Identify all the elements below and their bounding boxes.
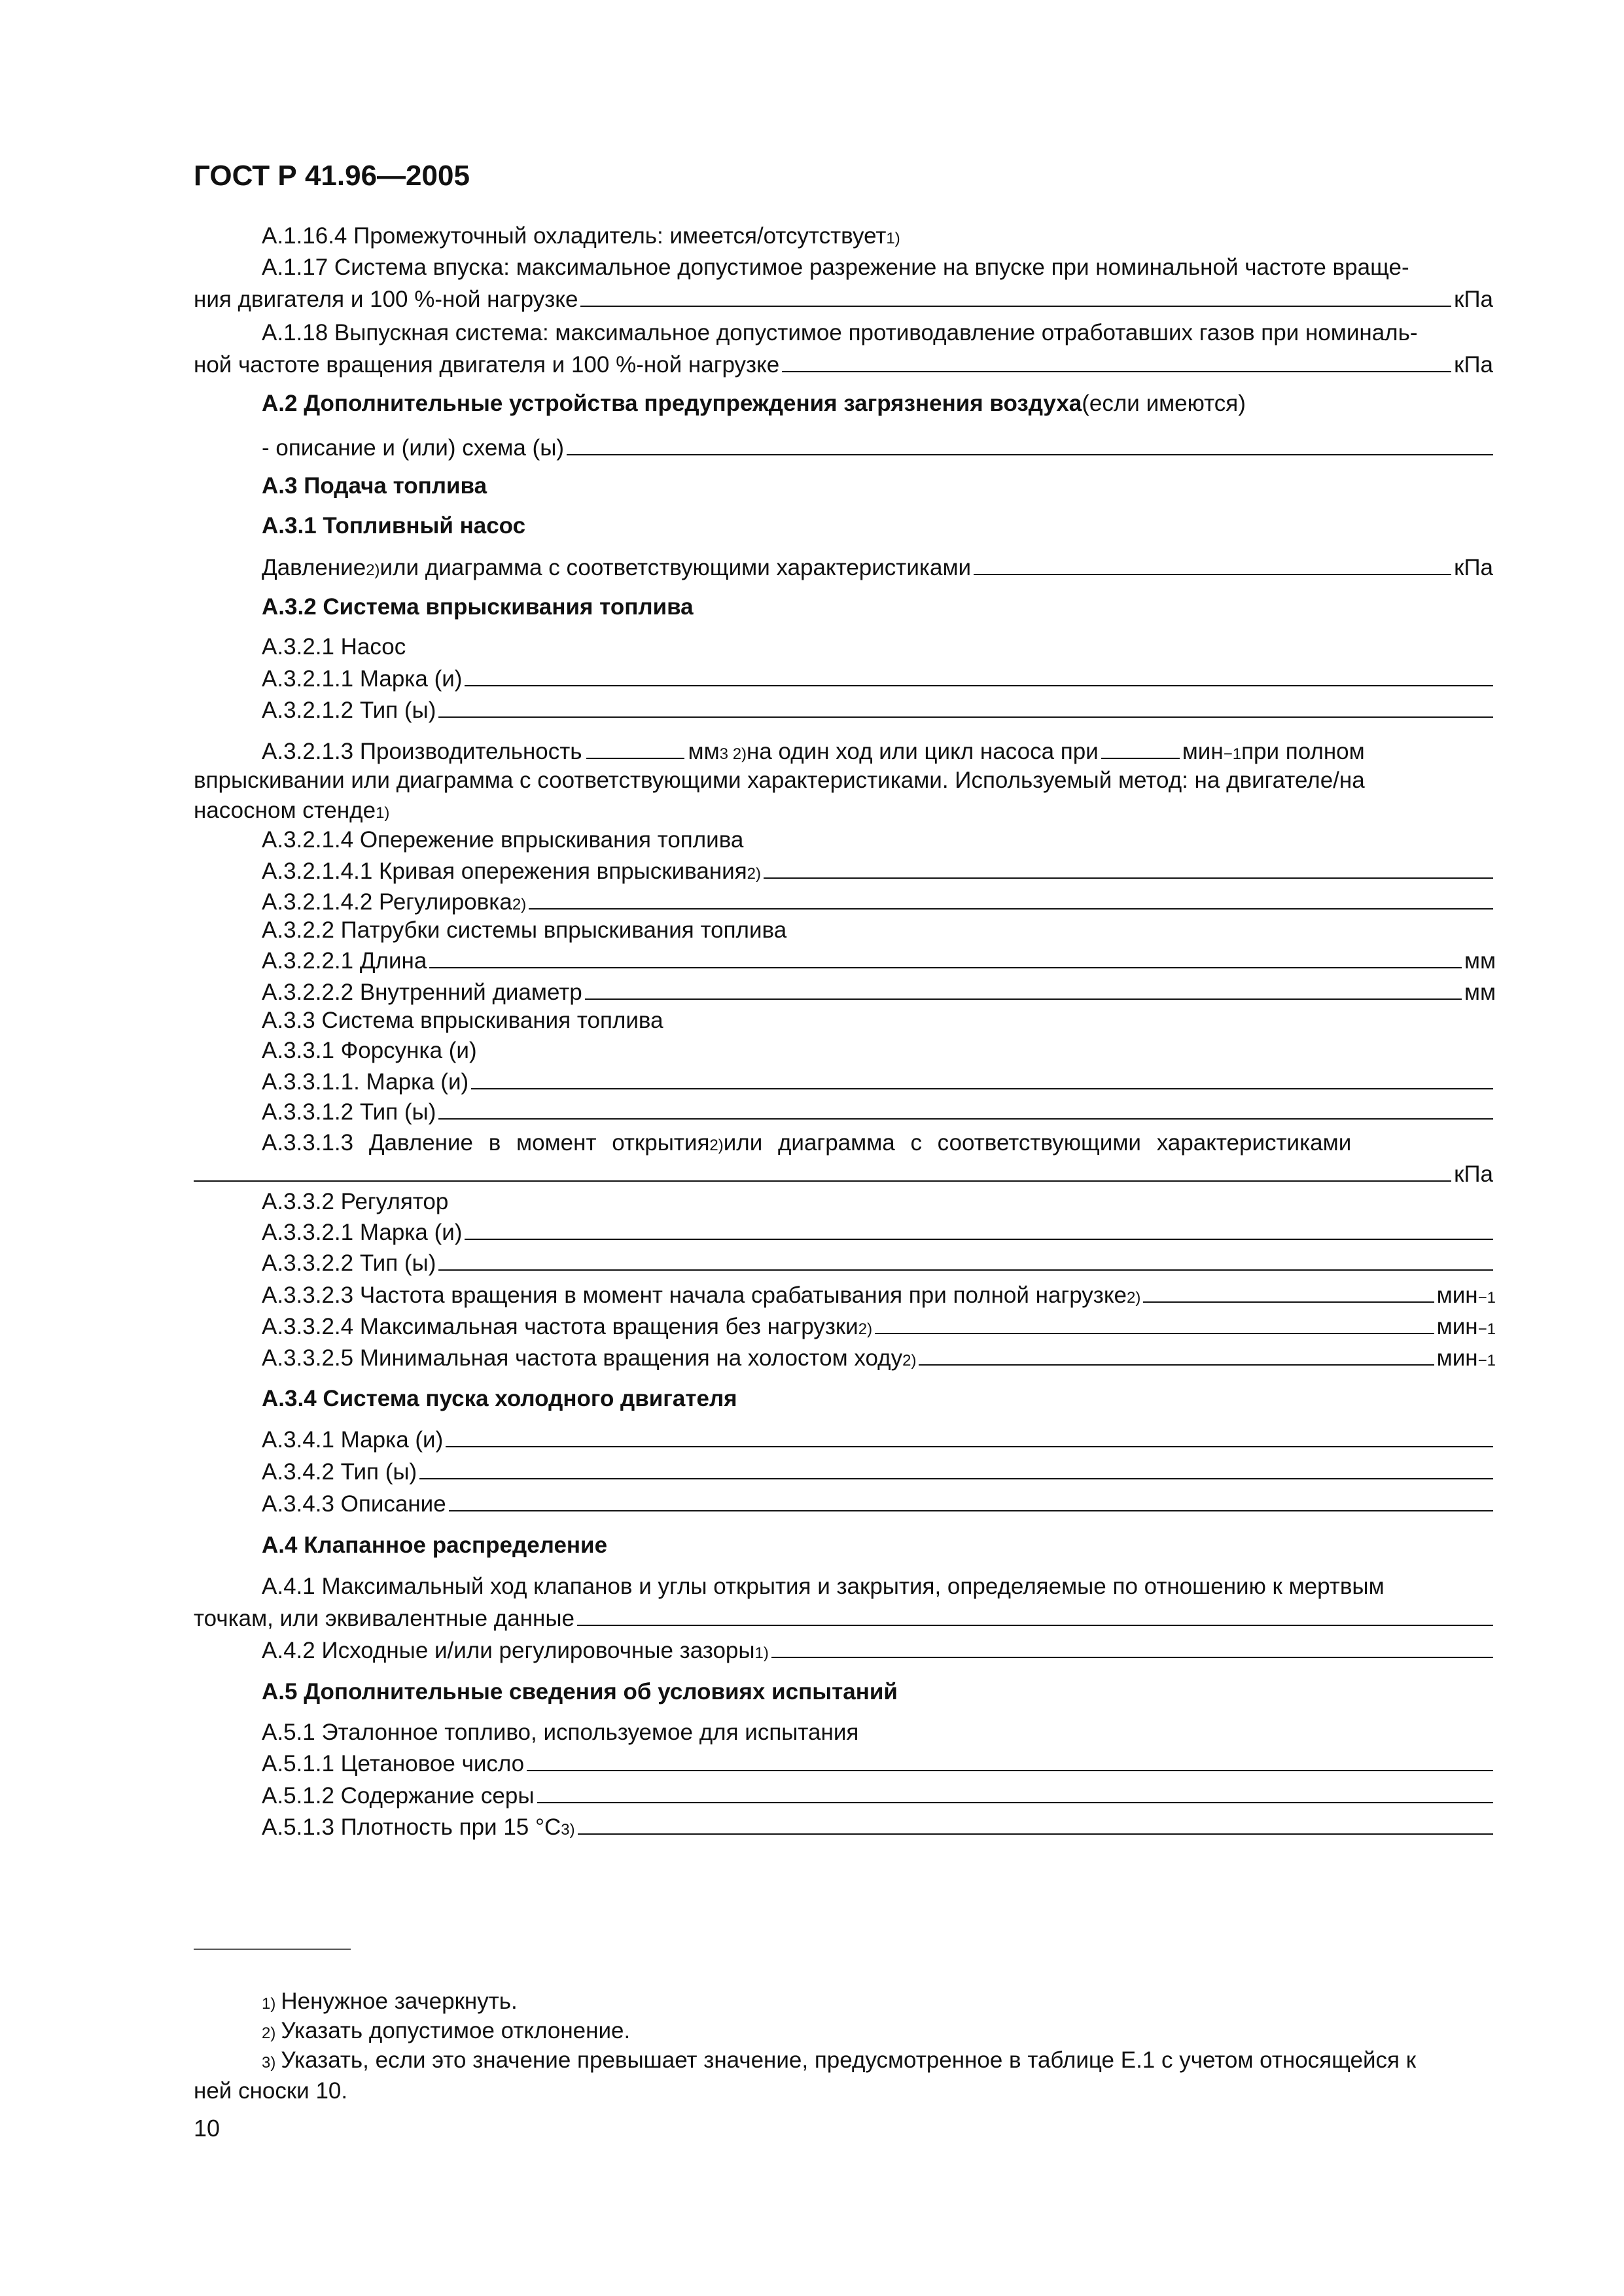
item-a1118-1: А.1.18 Выпускная система: максимальное допустимое противодавление отработавших газов при номиналь-	[262, 320, 1418, 345]
item-a3313: А.3.3.1.3 Давление в момент открытия	[262, 1130, 710, 1156]
item-a3222: А.3.2.2 Патрубки системы впрыскивания топлива	[262, 917, 787, 943]
item-a42: А.4.2 Исходные и/или регулировочные зазоры	[262, 1638, 755, 1663]
input-line[interactable]	[438, 1246, 1493, 1271]
input-line[interactable]	[580, 282, 1451, 307]
input-line[interactable]	[419, 1455, 1493, 1479]
input-line[interactable]	[974, 550, 1451, 575]
section-a5-title: А.5 Дополнительные сведения об условиях испытаний	[262, 1679, 898, 1704]
item-a3323: А.3.3.2.3 Частота вращения в момент начала срабатывания при полной нагрузке	[262, 1282, 1127, 1308]
unit-kpa: кПа	[1454, 287, 1493, 312]
input-line[interactable]	[446, 1422, 1493, 1447]
line-a3211	[0, 662, 1624, 694]
input-line[interactable]	[919, 1341, 1434, 1366]
line-a31-pressure: Давление 2) или диаграмма с соответствующими характеристиками кПа	[0, 550, 1624, 583]
line-a1118-1	[0, 317, 1624, 349]
item-a321: А.3.2.1 Насос	[262, 634, 406, 660]
line-a321	[0, 631, 1624, 663]
unit-mm: мм	[688, 739, 720, 764]
section-a2-note: (если имеются)	[1082, 391, 1246, 416]
item-a2-desc: - описание и (или) схема (ы)	[262, 435, 565, 461]
item-a341: А.3.4.1 Марка (и)	[262, 1427, 444, 1453]
line-a31-title	[0, 510, 1624, 542]
item-a3213-cont: впрыскивании или диаграмма с соответствующими характеристиками. Используемый метод: на двигателе/на	[194, 768, 1365, 793]
line-a42: А.4.2 Исходные и/или регулировочные зазоры 1)	[0, 1633, 1624, 1666]
line-a11164: А.1.16.4 Промежуточный охладитель: имеется/отсутствует 1)	[0, 220, 1624, 253]
unit-kpa: кПа	[1454, 1161, 1493, 1187]
document-header: ГОСТ Р 41.96—2005	[194, 160, 470, 192]
input-line[interactable]	[465, 1215, 1493, 1240]
line-a512	[0, 1778, 1624, 1811]
line-a4-title	[0, 1529, 1624, 1562]
input-line[interactable]	[471, 1065, 1493, 1089]
footnote-1: 1) Ненужное зачеркнуть.	[0, 1985, 1624, 2018]
item-a512: А.5.1.2 Содержание серы	[262, 1783, 535, 1809]
input-line[interactable]	[586, 734, 684, 759]
input-line[interactable]	[449, 1487, 1493, 1511]
unit-min: мин	[1436, 1314, 1478, 1339]
input-line[interactable]	[438, 693, 1493, 718]
item-a3322: А.3.3.2.2 Тип (ы)	[262, 1250, 436, 1276]
line-a5-title	[0, 1676, 1624, 1708]
item-a32142: А.3.2.1.4.2 Регулировка	[262, 889, 512, 915]
input-line[interactable]	[585, 975, 1462, 1000]
line-a511	[0, 1746, 1624, 1779]
input-line[interactable]	[764, 854, 1493, 879]
input-line[interactable]	[465, 662, 1493, 686]
item-a41-cont: точкам, или эквивалентные данные	[194, 1606, 574, 1631]
input-line[interactable]	[567, 431, 1493, 455]
line-a2-desc	[0, 431, 1624, 463]
footnote-3-text: Указать, если это значение превышает значение, предусмотренное в таблице Е.1 с учетом относящейся к	[281, 2047, 1417, 2073]
line-a2-title	[0, 387, 1624, 420]
item-a32222: А.3.2.2.2 Внутренний диаметр	[262, 980, 582, 1005]
line-a3-title	[0, 470, 1624, 503]
line-a1118-2	[0, 347, 1624, 380]
unit-kpa: кПа	[1454, 555, 1493, 580]
section-a2-title: А.2 Дополнительные устройства предупреждения загрязнения воздуха	[262, 391, 1082, 416]
item-a3213-mid: на один ход или цикл насоса при	[747, 739, 1099, 764]
input-line[interactable]	[438, 1095, 1493, 1120]
line-a32222	[0, 975, 1624, 1008]
input-line[interactable]	[577, 1601, 1493, 1626]
item-a33: А.3.3 Система впрыскивания топлива	[262, 1008, 663, 1033]
section-a3-title: А.3 Подача топлива	[262, 473, 487, 499]
line-a34-title	[0, 1383, 1624, 1415]
line-a51	[0, 1716, 1624, 1749]
item-a51: А.5.1 Эталонное топливо, используемое для испытания	[262, 1720, 859, 1745]
item-a3313-rest: или диаграмма с соответствующими характеристиками	[723, 1130, 1352, 1156]
page-number: 10	[194, 2115, 221, 2142]
line-a3312	[0, 1095, 1624, 1127]
item-a513: А.5.1.3 Плотность при 15 °С	[262, 1814, 561, 1840]
line-a3213-1: А.3.2.1.3 Производительность мм 3 2) на один ход или цикл насоса при мин −1 при полном	[0, 734, 1624, 767]
footnote-3-cont	[0, 2075, 1624, 2108]
item-a1117-2: ния двигателя и 100 %-ной нагрузке	[194, 287, 578, 312]
footnote-1-text: Ненужное зачеркнуть.	[281, 1988, 518, 2014]
item-a3324: А.3.3.2.4 Максимальная частота вращения без нагрузки	[262, 1314, 858, 1339]
footnote-3: 3) Указать, если это значение превышает значение, предусмотренное в таблице Е.1 с учетом относящейся к	[0, 2044, 1624, 2077]
line-a41-1	[0, 1570, 1624, 1603]
item-a3213-end: при полном	[1241, 739, 1365, 764]
input-line[interactable]	[429, 944, 1462, 968]
line-a332	[0, 1186, 1624, 1218]
line-a3324: А.3.3.2.4 Максимальная частота вращения без нагрузки 2) мин −1	[0, 1309, 1624, 1342]
unit-mm: мм	[1464, 948, 1496, 974]
line-a3311	[0, 1065, 1624, 1097]
item-a11164: А.1.16.4 Промежуточный охладитель: имеется/отсутствует	[262, 223, 887, 249]
item-a3213-cont2: насосном стенде	[194, 798, 376, 823]
unit-kpa: кПа	[1454, 352, 1493, 378]
item-a31-pressure: Давление	[262, 555, 366, 580]
item-a3321: А.3.3.2.1 Марка (и)	[262, 1220, 463, 1245]
line-a3323: А.3.3.2.3 Частота вращения в момент начала срабатывания при полной нагрузке 2) мин −1	[0, 1278, 1624, 1311]
line-a32141: А.3.2.1.4.1 Кривая опережения впрыскивания 2)	[0, 854, 1624, 887]
line-a3313-2	[0, 1157, 1624, 1190]
item-a41: А.4.1 Максимальный ход клапанов и углы открытия и закрытия, определяемые по отношению к мертвым	[262, 1574, 1385, 1599]
item-a32141: А.3.2.1.4.1 Кривая опережения впрыскивания	[262, 858, 747, 884]
item-a1118-2: ной частоте вращения двигателя и 100 %-ной нагрузке	[194, 352, 780, 378]
line-a3325: А.3.3.2.5 Минимальная частота вращения на холостом ходу 2) мин −1	[0, 1341, 1624, 1373]
input-line[interactable]	[529, 885, 1493, 910]
item-a511: А.5.1.1 Цетановое число	[262, 1751, 525, 1776]
input-line[interactable]	[1101, 734, 1180, 759]
item-a3311: А.3.3.1.1. Марка (и)	[262, 1069, 469, 1095]
line-a513: А.5.1.3 Плотность при 15 °С 3)	[0, 1810, 1624, 1843]
input-line[interactable]	[771, 1633, 1493, 1658]
line-a3213-2	[0, 764, 1624, 797]
line-a342	[0, 1455, 1624, 1487]
section-a31-title: А.3.1 Топливный насос	[262, 513, 526, 539]
footnote-3-text-cont: ней сноски 10.	[194, 2078, 348, 2104]
line-a1117-1	[0, 251, 1624, 284]
footnote-divider	[194, 1949, 351, 1950]
line-a343	[0, 1487, 1624, 1519]
line-a1117-2	[0, 282, 1624, 315]
unit-min: мин	[1182, 739, 1224, 764]
input-line[interactable]	[782, 347, 1451, 372]
line-a331	[0, 1034, 1624, 1067]
item-a332: А.3.3.2 Регулятор	[262, 1189, 449, 1214]
input-line[interactable]	[527, 1746, 1493, 1771]
section-a32-title: А.3.2 Система впрыскивания топлива	[262, 594, 694, 620]
line-a32142: А.3.2.1.4.2 Регулировка 2)	[0, 885, 1624, 917]
unit-min: мин	[1436, 1282, 1478, 1308]
footnote-2-text: Указать допустимое отклонение.	[281, 2018, 631, 2043]
item-a343: А.3.4.3 Описание	[262, 1491, 446, 1517]
line-a33	[0, 1004, 1624, 1037]
line-a32-title	[0, 591, 1624, 624]
line-a3222	[0, 914, 1624, 947]
line-a3322	[0, 1246, 1624, 1279]
item-a31-pressure-rest: или диаграмма с соответствующими характеристиками	[380, 555, 972, 580]
input-line[interactable]	[578, 1810, 1493, 1835]
unit-mm: мм	[1464, 980, 1496, 1005]
section-a34-title: А.3.4 Система пуска холодного двигателя	[262, 1386, 737, 1411]
line-a3213-3: насосном стенде 1)	[0, 794, 1624, 827]
line-a3214	[0, 824, 1624, 857]
item-a3212: А.3.2.1.2 Тип (ы)	[262, 698, 436, 723]
input-line[interactable]	[194, 1157, 1451, 1182]
item-a1117-1: А.1.17 Система впуска: максимальное допустимое разрежение на впуске при номинальной частоте враще-	[262, 255, 1409, 280]
line-a3321	[0, 1215, 1624, 1248]
unit-min: мин	[1436, 1345, 1478, 1371]
line-a341	[0, 1422, 1624, 1455]
item-a331: А.3.3.1 Форсунка (и)	[262, 1038, 477, 1063]
line-a3212	[0, 693, 1624, 726]
footnote-2: 2) Указать допустимое отклонение.	[0, 2015, 1624, 2047]
item-a3213: А.3.2.1.3 Производительность	[262, 739, 582, 764]
input-line[interactable]	[875, 1309, 1434, 1334]
item-a32221: А.3.2.2.1 Длина	[262, 948, 427, 974]
item-a3325: А.3.3.2.5 Минимальная частота вращения на холостом ходу	[262, 1345, 903, 1371]
input-line[interactable]	[537, 1778, 1494, 1803]
item-a3312: А.3.3.1.2 Тип (ы)	[262, 1099, 436, 1125]
line-a3313-1: А.3.3.1.3 Давление в момент открытия 2) или диаграмма с соответствующими характеристиками	[0, 1127, 1624, 1159]
section-a4-title: А.4 Клапанное распределение	[262, 1532, 608, 1558]
input-line[interactable]	[1143, 1278, 1434, 1303]
item-a342: А.3.4.2 Тип (ы)	[262, 1459, 417, 1485]
line-a41-2	[0, 1601, 1624, 1634]
item-a3214: А.3.2.1.4 Опережение впрыскивания топлива	[262, 827, 744, 853]
item-a3211: А.3.2.1.1 Марка (и)	[262, 666, 463, 692]
line-a32221	[0, 944, 1624, 976]
